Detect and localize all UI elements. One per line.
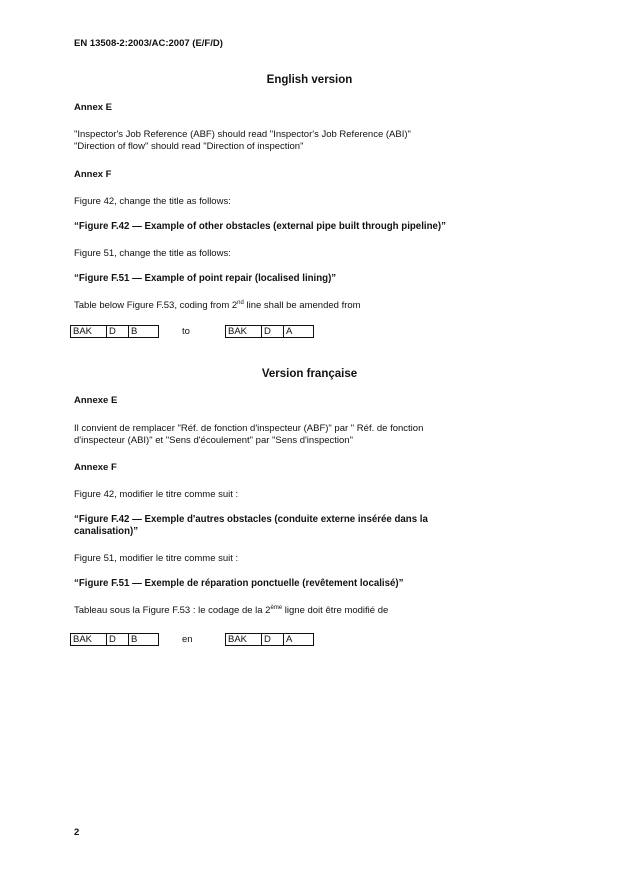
code-cell: D: [262, 326, 284, 338]
code-cell: BAK: [226, 634, 262, 646]
to-code-table-en: [225, 325, 314, 338]
code-cell: D: [107, 634, 129, 646]
annex-f-heading-fr: Annexe F: [74, 462, 117, 473]
page-number: 2: [74, 827, 80, 838]
from-code-table-fr: [70, 633, 159, 646]
code-cell: D: [262, 634, 284, 646]
fig51-title-en: “Figure F.51 — Example of point repair (localised lining)”: [74, 273, 337, 284]
fig51-title-fr: “Figure F.51 — Exemple de réparation ponctuelle (revêtement localisé)”: [74, 578, 404, 589]
annex-e-line1-en: "Inspector's Job Reference (ABF) should read "Inspector's Job Reference (ABI)": [74, 129, 411, 140]
connector-fr: en: [182, 634, 193, 645]
fig42-title-fr-line2: canalisation)”: [74, 526, 139, 537]
table-note-fr-pre: Tableau sous la Figure F.53 : le codage de la 2: [74, 605, 271, 616]
table-note-en: [74, 300, 361, 311]
table-note-fr-sup: ème: [270, 605, 283, 611]
from-code-table-en: [70, 325, 159, 338]
connector-en: to: [182, 326, 190, 337]
code-cell: B: [129, 634, 159, 646]
table-note-fr: [74, 605, 388, 616]
annex-e-heading-fr: Annexe E: [74, 395, 118, 406]
table-note-fr-post: ligne doit être modifié de: [282, 605, 389, 616]
annex-f-heading-en: Annex F: [74, 169, 112, 180]
fig51-intro-fr: Figure 51, modifier le titre comme suit :: [74, 553, 239, 564]
document-id: EN 13508-2:2003/AC:2007 (E/F/D): [74, 38, 223, 49]
code-cell: BAK: [71, 634, 107, 646]
fig42-title-fr-line1: “Figure F.42 — Exemple d'autres obstacles (conduite externe insérée dans la: [74, 514, 428, 525]
fig42-intro-en: Figure 42, change the title as follows:: [74, 196, 231, 207]
to-code-table-fr: [225, 633, 314, 646]
annex-e-line2-fr: d'inspecteur (ABI)" et "Sens d'écoulement" par "Sens d'inspection": [74, 435, 353, 446]
code-cell: D: [107, 326, 129, 338]
fig51-intro-en: Figure 51, change the title as follows:: [74, 248, 231, 259]
annex-e-line1-fr: Il convient de remplacer "Réf. de fonction d'inspecteur (ABF)" par " Réf. de fonction: [74, 423, 424, 434]
code-cell: BAK: [226, 326, 262, 338]
table-note-en-post: line shall be amended from: [243, 300, 361, 311]
code-cell: B: [129, 326, 159, 338]
code-cell: A: [284, 634, 314, 646]
fig42-title-en: “Figure F.42 — Example of other obstacles (external pipe built through pipeline)”: [74, 221, 446, 232]
french-section-title: Version française: [261, 368, 358, 380]
fig42-intro-fr: Figure 42, modifier le titre comme suit :: [74, 489, 239, 500]
table-note-en-pre: Table below Figure F.53, coding from 2: [74, 300, 238, 311]
table-note-en-sup: nd: [237, 300, 244, 306]
english-section-title: English version: [266, 74, 353, 86]
annex-e-heading-en: Annex E: [74, 102, 113, 113]
code-cell: A: [284, 326, 314, 338]
code-cell: BAK: [71, 326, 107, 338]
annex-e-line2-en: "Direction of flow" should read "Direction of inspection": [74, 141, 304, 152]
